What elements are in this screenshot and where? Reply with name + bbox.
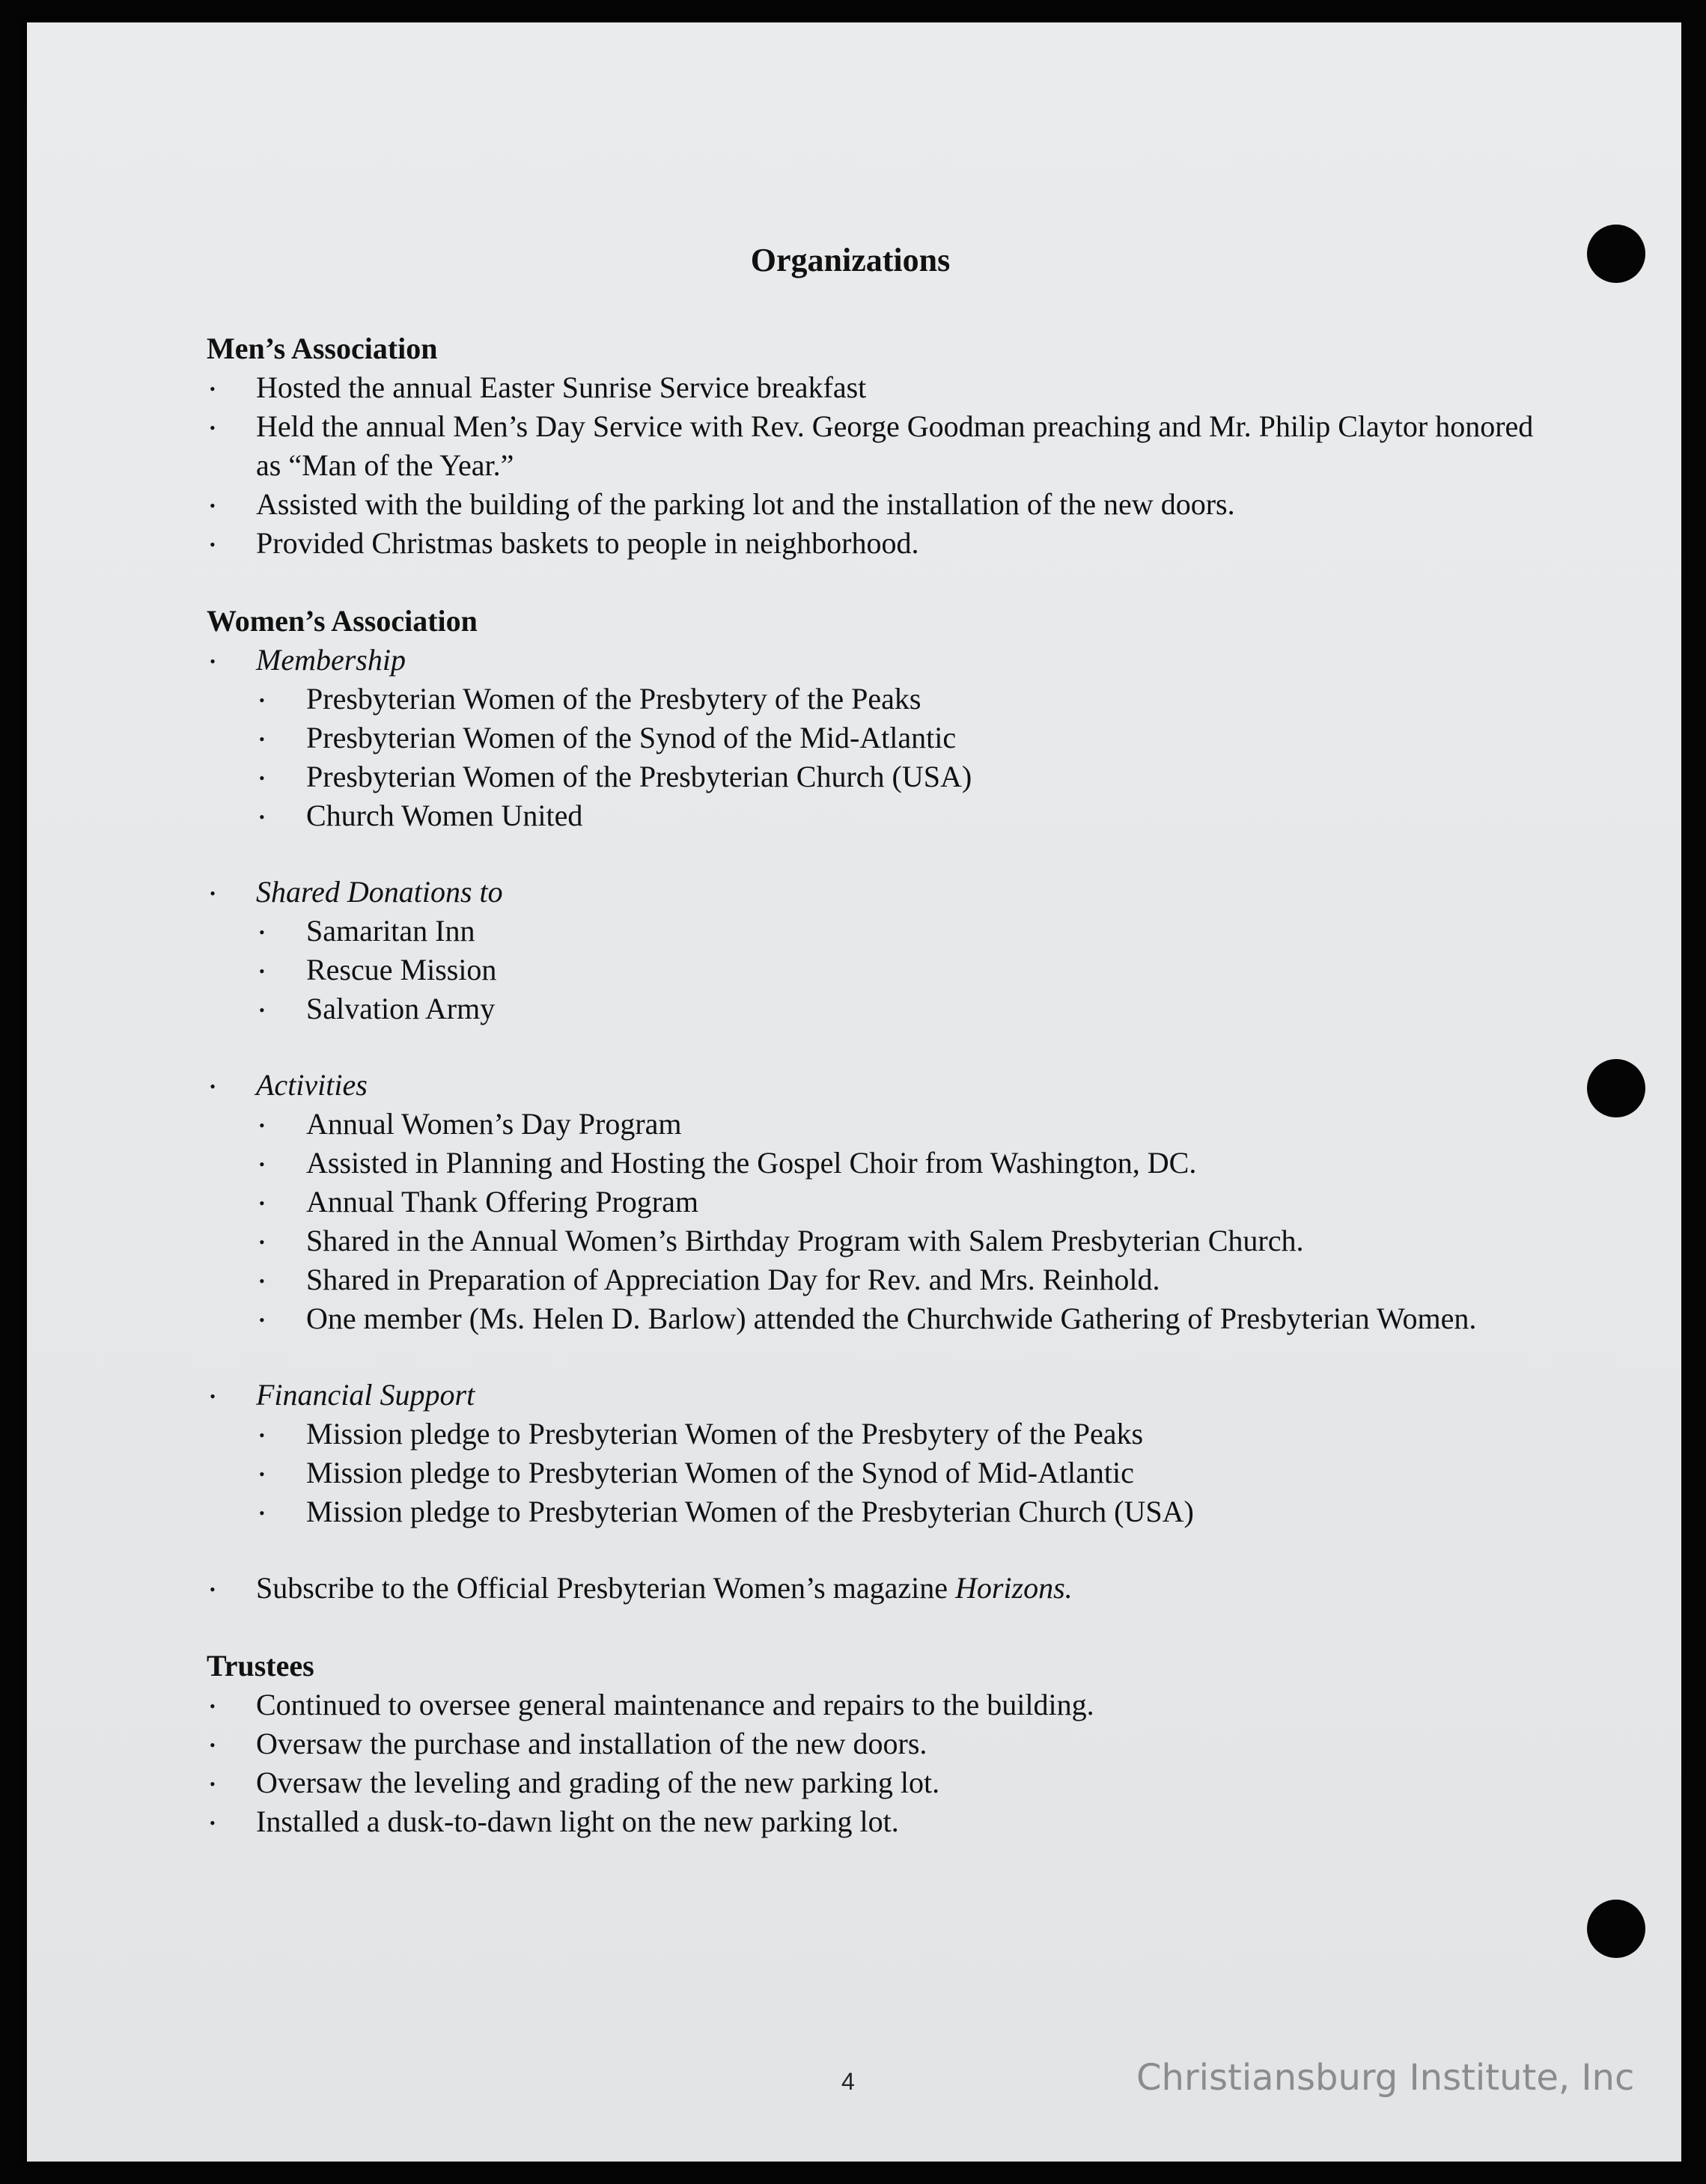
financial-support-label: • Financial Support: [207, 1376, 1539, 1415]
list-item: • Annual Thank Offering Program: [207, 1183, 1539, 1221]
womens-association-list: [207, 641, 1539, 835]
list-item: • Held the annual Men’s Day Service with Rev. George Goodman preaching and Mr. Philip Claytor honored as “Man of the Year.”: [207, 407, 1539, 485]
membership-label: • Membership: [207, 641, 1539, 680]
list-item: • Rescue Mission: [207, 951, 1539, 989]
list-item: • Shared in Preparation of Appreciation Day for Rev. and Mrs. Reinhold.: [207, 1260, 1539, 1299]
punch-hole-bottom: [1587, 1900, 1645, 1958]
list-item: • Assisted with the building of the parking lot and the installation of the new doors.: [207, 485, 1539, 524]
list-item: • Presbyterian Women of the Presbytery of the Peaks: [207, 680, 1539, 719]
financial-support-list: [207, 1376, 1539, 1531]
womens-association-heading: Women’s Association: [207, 604, 478, 638]
list-item: • Mission pledge to Presbyterian Women of the Presbyterian Church (USA): [207, 1492, 1539, 1531]
list-item: • Presbyterian Women of the Synod of the Mid-Atlantic: [207, 719, 1539, 757]
punch-hole-middle: [1587, 1059, 1645, 1117]
subscribe-item: [207, 1569, 1539, 1608]
list-item: • Salvation Army: [207, 989, 1539, 1028]
document-body: [207, 329, 1539, 1841]
list-item: • Oversaw the purchase and installation of the new doors.: [207, 1724, 1539, 1763]
list-item: • Provided Christmas baskets to people in neighborhood.: [207, 524, 1539, 563]
list-item: • One member (Ms. Helen D. Barlow) attended the Churchwide Gathering of Presbyterian Women.: [207, 1299, 1539, 1338]
page-number: 4: [841, 2068, 855, 2095]
list-item: • Annual Women’s Day Program: [207, 1105, 1539, 1144]
list-item: • Mission pledge to Presbyterian Women of the Synod of Mid-Atlantic: [207, 1454, 1539, 1492]
subscribe-text: Subscribe to the Official Presbyterian Women’s magazine: [256, 1571, 955, 1605]
trustees-heading: Trustees: [207, 1649, 314, 1683]
list-item: • Oversaw the leveling and grading of the new parking lot.: [207, 1763, 1539, 1802]
watermark: Christiansburg Institute, Inc: [1136, 2057, 1635, 2099]
activities-list: [207, 1066, 1539, 1338]
list-item: • Church Women United: [207, 796, 1539, 835]
donations-list: [207, 873, 1539, 1028]
list-item: • Assisted in Planning and Hosting the Gospel Choir from Washington, DC.: [207, 1144, 1539, 1183]
page-title: Organizations: [750, 242, 951, 278]
list-item: • Presbyterian Women of the Presbyterian Church (USA): [207, 757, 1539, 796]
list-item: • Samaritan Inn: [207, 912, 1539, 951]
list-item: • Installed a dusk-to-dawn light on the new parking lot.: [207, 1802, 1539, 1841]
mens-association-list: [207, 368, 1539, 563]
document-page: [27, 22, 1681, 2162]
list-item: • Mission pledge to Presbyterian Women of the Presbytery of the Peaks: [207, 1415, 1539, 1454]
list-item: • Continued to oversee general maintenance and repairs to the building.: [207, 1686, 1539, 1724]
donations-label: • Shared Donations to: [207, 873, 1539, 912]
activities-label: • Activities: [207, 1066, 1539, 1105]
list-item: • Shared in the Annual Women’s Birthday Program with Salem Presbyterian Church.: [207, 1221, 1539, 1260]
magazine-title: Horizons.: [954, 1571, 1073, 1605]
trustees-list: [207, 1686, 1539, 1841]
subscribe-list: [207, 1569, 1539, 1608]
mens-association-heading: Men’s Association: [207, 332, 438, 365]
list-item: • Hosted the annual Easter Sunrise Service breakfast: [207, 368, 1539, 407]
